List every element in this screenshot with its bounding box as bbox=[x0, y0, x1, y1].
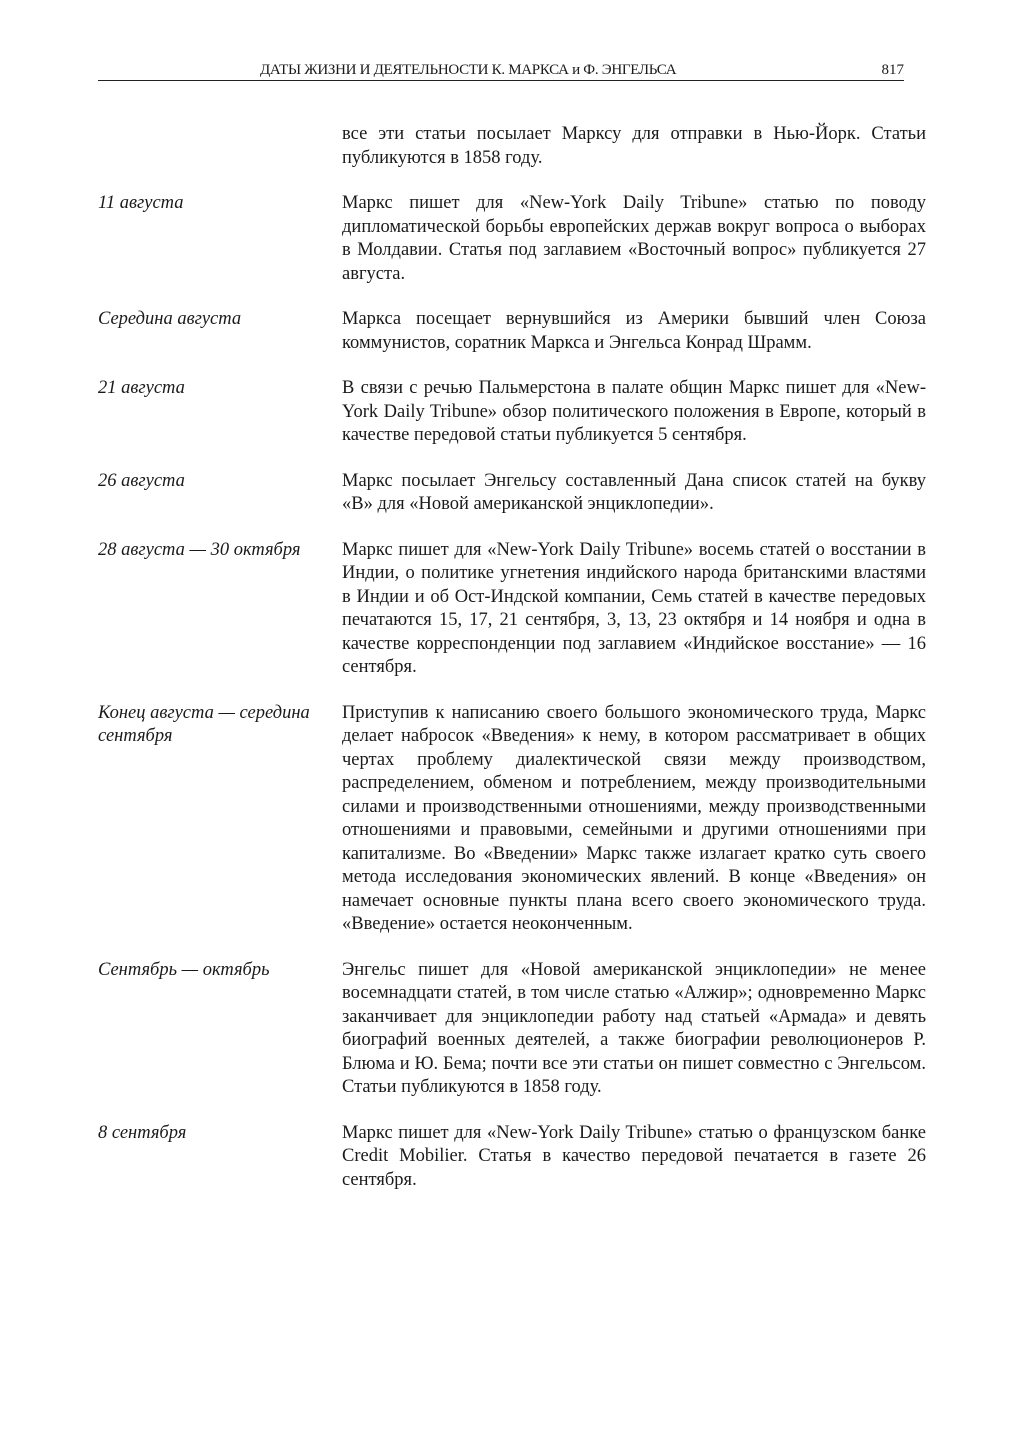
entry-text: Маркс пишет для «New-York Daily Tribune» статью по поводу дипломатической борьбы европейских держав вокруг вопроса о выборах в Молдавии. Статья под заглавием «Восточный вопрос» публикуется 27 августа. bbox=[342, 193, 926, 284]
entry-text: все эти статьи посылает Марксу для отправки в Нью-Йорк. Статьи публикуются в 1858 году. bbox=[342, 124, 926, 168]
entry-text: Маркс посылает Энгельсу составленный Дана список статей на букву «В» для «Новой американской энциклопедии». bbox=[342, 470, 926, 514]
running-header bbox=[98, 60, 904, 81]
entry-text: Энгельс пишет для «Новой американской энциклопедии» не менее восемнадцати статей, в том числе статью «Алжир»; одновременно Маркс заканчивает для энциклопедии работу над статьей «Армада» и девять биографий военных деятелей, а также биографии революционеров Р. Блюма и Ю. Бема; почти все эти статьи он пишет совместно с Энгельсом. Статьи публикуются в 1858 году. bbox=[342, 959, 926, 1097]
chronology-entry bbox=[98, 1122, 928, 1193]
entry-text: В связи с речью Пальмерстона в палате общин Маркс пишет для «New-York Daily Tribune» обзор политического положения в Европе, который в качестве передовой статьи публикуется 5 сентября. bbox=[342, 378, 926, 445]
entry-date: Конец августа — середина сентября bbox=[98, 702, 310, 746]
entry-date: 21 августа bbox=[98, 378, 185, 398]
page-number: 817 bbox=[881, 62, 904, 78]
chronology-entry bbox=[98, 539, 928, 680]
entry-text: Маркс пишет для «New-York Daily Tribune» статью о французском банке Credit Mobilier. Статья в качество передовой печатается в газете 26 сентября. bbox=[342, 1122, 926, 1190]
entry-date: 8 сентября bbox=[98, 1122, 187, 1143]
entry-text: Маркса посещает вернувшийся из Америки бывший член Союза коммунистов, соратник Маркса и Энгельса Конрад Шрамм. bbox=[342, 309, 926, 353]
entry-text: Приступив к написанию своего большого экономического труда, Маркс делает набросок «Введения» к нему, в котором рассматривает в общих чертах проблему диалектической связи между производством, распределением, обменом и потреблением, между производительными силами и производственными отношениями, между производственными отношениями и правовыми, семейными и другими отношениями при капитализме. Во «Введении» Маркс также излагает кратко суть своего метода исследования экономических явлений. В конце «Введения» он намечает основные пункты плана всего своего экономического труда. «Введение» остается неоконченным. bbox=[342, 702, 926, 934]
chronology-entry bbox=[98, 470, 928, 517]
chronology-entry bbox=[98, 377, 928, 448]
entry-date: Середина августа bbox=[98, 309, 242, 329]
running-title: ДАТЫ ЖИЗНИ И ДЕЯТЕЛЬНОСТИ К. МАРКСА и Ф. ЭНГЕЛЬСА bbox=[260, 62, 677, 78]
entry-date: 26 августа bbox=[98, 470, 185, 491]
entry-date: 11 августа bbox=[98, 193, 184, 213]
entry-date: Сентябрь — октябрь bbox=[98, 959, 270, 980]
chronology-entry bbox=[98, 308, 928, 355]
chronology-list bbox=[98, 123, 928, 1214]
entry-date: 28 августа — 30 октября bbox=[98, 539, 301, 560]
chronology-entry bbox=[98, 959, 928, 1100]
entry-text: Маркс пишет для «New-York Daily Tribune» восемь статей о восстании в Индии, о политике угнетения индийского народа британскими властями в Индии и об Ост-Индской компании, Семь статей в качестве передовых печатаются 15, 17, 21 сентября, 3, 13, 23 октября и 14 ноября и одна в качестве корреспонденции под заглавием «Индийское восстание» — 16 сентября. bbox=[342, 539, 926, 677]
chronology-entry bbox=[98, 702, 928, 937]
chronology-entry bbox=[98, 123, 928, 170]
chronology-entry bbox=[98, 192, 928, 286]
